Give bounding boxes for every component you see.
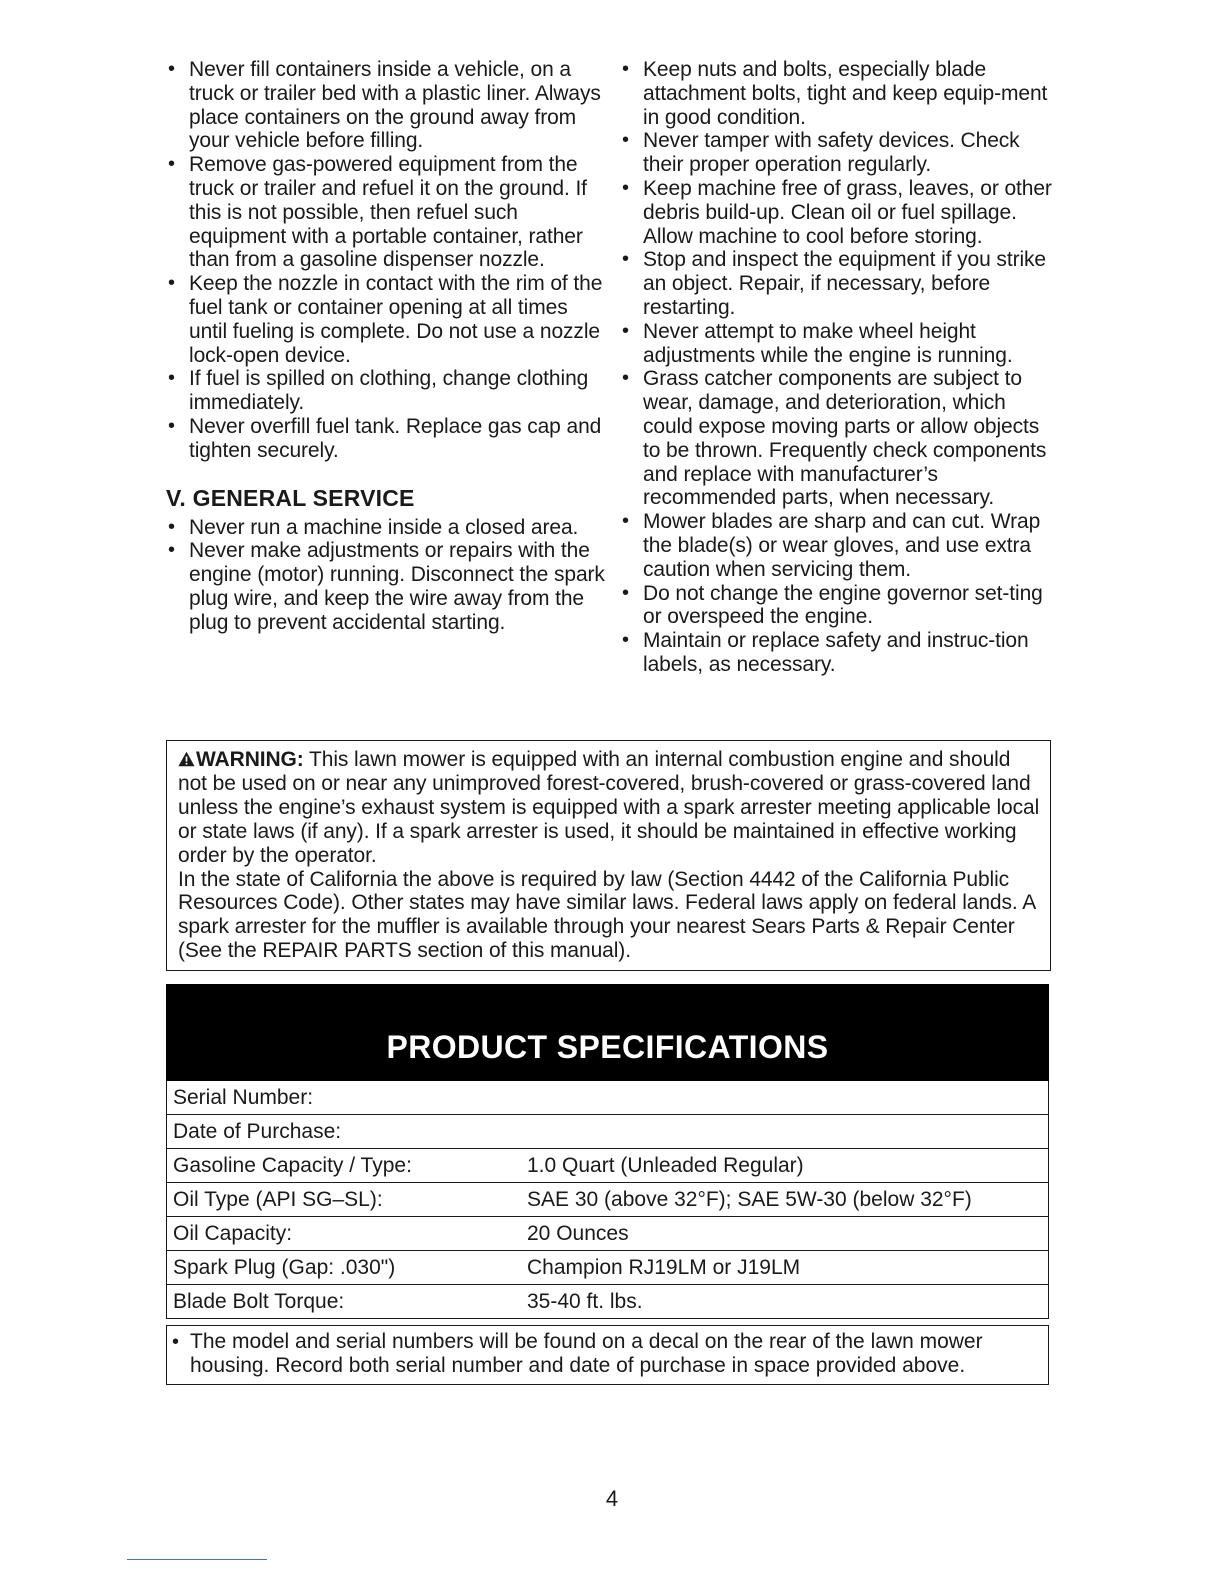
- spec-label: Spark Plug (Gap: .030"): [173, 1255, 396, 1279]
- list-item: • Never fill containers inside a vehicle, on a truck or trailer bed with a plastic liner. Always place containers on the ground away from your vehicle before filling.: [166, 58, 606, 153]
- table-row: [166, 1285, 1049, 1319]
- spec-label: Serial Number:: [173, 1085, 314, 1109]
- warning-label: WARNING:: [196, 748, 304, 771]
- list-item: • Remove gas-powered equipment from the truck or trailer and refuel it on the ground. If this is not possible, then refuel such equipment with a portable container, rather than from a gasoline dispenser nozzle.: [166, 153, 606, 272]
- list-item: • Mower blades are sharp and can cut. Wrap the blade(s) or wear gloves, and use extra caution when servicing them.: [620, 510, 1060, 581]
- right-column: [620, 58, 1060, 677]
- spec-label: Gasoline Capacity / Type:: [173, 1153, 412, 1177]
- list-item: • Never overfill fuel tank. Replace gas cap and tighten securely.: [166, 415, 606, 463]
- spec-label: Blade Bolt Torque:: [173, 1289, 345, 1313]
- serial-number-note: • The model and serial numbers will be found on a decal on the rear of the lawn mower housing. Record both serial number and date of purchase in space provided above.: [166, 1325, 1049, 1385]
- spec-label: Oil Type (API SG–SL):: [173, 1187, 383, 1211]
- table-row: [166, 1081, 1049, 1115]
- list-item: • Keep the nozzle in contact with the rim of the fuel tank or container opening at all times until fueling is complete. Do not use a nozzle lock-open device.: [166, 272, 606, 367]
- warning-box: [166, 740, 1051, 971]
- section-heading-general-service: V. GENERAL SERVICE: [166, 484, 415, 511]
- table-row: [166, 1217, 1049, 1251]
- list-item: • Never make adjustments or repairs with the engine (motor) running. Disconnect the spark plug wire, and keep the wire away from the plug to prevent accidental starting.: [166, 539, 606, 634]
- warning-label-wrap: [178, 748, 304, 771]
- spec-value: 20 Ounces: [527, 1221, 629, 1245]
- spec-label: Oil Capacity:: [173, 1221, 293, 1245]
- spec-value: 35-40 ft. lbs.: [527, 1289, 643, 1313]
- spec-label: Date of Purchase:: [173, 1119, 342, 1143]
- footer-rule: [127, 1559, 267, 1560]
- page-number: 4: [605, 1486, 619, 1511]
- warning-text-california: In the state of California the above is required by law (Section 4442 of the California Public Resources Code). Other states may have similar laws. Federal laws apply on federal lands. A spark arrester for the muffler is available through your nearest Sears Parts & Repair Center (See the REPAIR PARTS section of this manual).: [178, 867, 1035, 963]
- list-item: • Stop and inspect the equipment if you strike an object. Repair, if necessary, before restarting.: [620, 248, 1060, 319]
- list-item: • Grass catcher components are subject to wear, damage, and deterioration, which could expose moving parts or allow objects to be thrown. Frequently check components and replace with manufacturer’s recommended parts, when necessary.: [620, 367, 1060, 510]
- specifications-title: PRODUCT SPECIFICATIONS: [166, 984, 1049, 1081]
- spec-value: Champion RJ19LM or J19LM: [527, 1255, 801, 1279]
- warning-text: This lawn mower is equipped with an internal combustion engine and should not be used on or near any unimproved forest-covered, brush-covered or grass-covered land unless the engine’s exhaust system is equipped with a spark arrester meeting applicable local or state laws (if any). If a spark arrester is used, it should be maintained in effective working order by the operator.: [178, 748, 1040, 867]
- spec-value: SAE 30 (above 32°F); SAE 5W-30 (below 32°F): [527, 1187, 972, 1211]
- list-item: • Keep nuts and bolts, especially blade attachment bolts, tight and keep equip-ment in good condition.: [620, 58, 1060, 129]
- general-service-list: [166, 516, 606, 635]
- table-row: [166, 1149, 1049, 1183]
- list-item: • Do not change the engine governor set-ting or overspeed the engine.: [620, 582, 1060, 630]
- list-item: • Never tamper with safety devices. Check their proper operation regularly.: [620, 129, 1060, 177]
- product-specifications-table: [166, 984, 1049, 1385]
- warning-triangle-icon: [178, 751, 195, 767]
- left-column: [166, 58, 606, 635]
- list-item: • Keep machine free of grass, leaves, or other debris build-up. Clean oil or fuel spillage. Allow machine to cool before storing.: [620, 177, 1060, 248]
- fuel-safety-list: [166, 58, 606, 463]
- service-safety-list: [620, 58, 1060, 677]
- list-item: • Maintain or replace safety and instruc-tion labels, as necessary.: [620, 629, 1060, 677]
- list-item: • If fuel is spilled on clothing, change clothing immediately.: [166, 367, 606, 415]
- spec-value: 1.0 Quart (Unleaded Regular): [527, 1153, 804, 1177]
- list-item: • Never attempt to make wheel height adjustments while the engine is running.: [620, 320, 1060, 368]
- table-row: [166, 1183, 1049, 1217]
- table-row: [166, 1115, 1049, 1149]
- list-item: • Never run a machine inside a closed area.: [166, 516, 606, 540]
- table-row: [166, 1251, 1049, 1285]
